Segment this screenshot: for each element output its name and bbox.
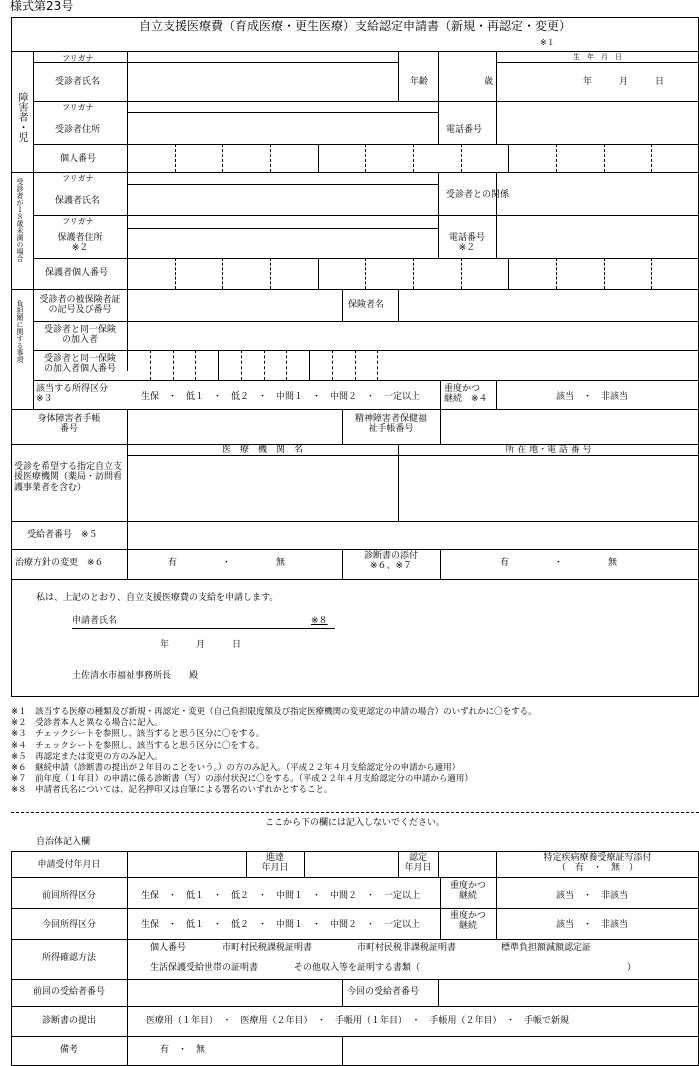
- prev-severe-label: 重度かつ 継続: [449, 881, 486, 902]
- note-item: ※６ 継続申請（診断書の提出が２年目のことをいう。）の方のみ記入。（平成２２年４月支給認定分の申請から適用）: [11, 763, 461, 774]
- remarks-options[interactable]: 有 ・ 無: [160, 1045, 206, 1055]
- guardian-mynumber-label: 保護者個人番号: [45, 268, 109, 278]
- addressee: 土佐清水市福祉事務所長 殿: [72, 671, 199, 681]
- same-insurance-mynumber-digit-divider: [332, 350, 333, 380]
- office-heading: 自治体記入欄: [36, 837, 91, 847]
- guardian-mynumber-digit-divider: [413, 258, 414, 289]
- income-category-options[interactable]: 生保 ・ 低１ ・ 低２ ・ 中間１ ・ 中間２ ・ 一定以上: [141, 392, 421, 402]
- same-insurance-label: 受診者と同一保険 の加入者: [43, 325, 116, 346]
- age-unit: 歳: [484, 77, 494, 87]
- note-item: ※５ 再認定または変更の方のみ記入。: [11, 751, 163, 762]
- patient-mynumber-digit-divider: [556, 144, 557, 172]
- form-number: 様式第23号: [10, 0, 74, 13]
- title-note: ※１: [540, 38, 555, 47]
- note-item: ※７ 前年度（１年目）の申請に係る診断書（写）の添付状況に〇をする。（平成２２年４月支給認定分の申請から適用）: [11, 774, 473, 785]
- insurer-label: 保険者名: [348, 300, 385, 310]
- guardian-mynumber-digit-divider: [318, 258, 319, 289]
- same-insurance-mynumber-digit-divider: [355, 350, 356, 380]
- application-date: 年 月 日: [160, 640, 242, 650]
- patient-mynumber-digit-divider: [651, 144, 652, 172]
- severe-continuous-options[interactable]: 該当 ・ 非該当: [556, 392, 629, 402]
- dob-label: 生 年 月 日: [573, 53, 622, 61]
- patient-mynumber-digit-divider: [270, 144, 271, 172]
- relation-label: 受診者との関係: [446, 190, 510, 200]
- prev-number-label: 前回の受給者番号: [32, 987, 105, 997]
- cur-severe-label: 重度かつ 継続: [449, 911, 486, 932]
- age-label: 年齢: [410, 77, 429, 87]
- application-statement: 私は、上記のとおり、自立支援医療費の支給を申請します。: [36, 593, 279, 603]
- treatment-change-options[interactable]: 有 ・ 無: [168, 558, 286, 568]
- note-item: ※１ 該当する医療の種類及び新規・再認定・変更（自己負担限度額及び指定医療機関の変更認定の申請の場合）のいずれかに〇をする。: [11, 707, 537, 717]
- patient-mynumber-digit-divider: [461, 144, 462, 172]
- guardian-mynumber-digit-divider: [508, 258, 509, 289]
- same-insurance-mynumber-digit-divider: [241, 350, 242, 380]
- institution-name-header: 医 療 機 関 名: [221, 445, 303, 455]
- guardian-mynumber-digit-divider: [175, 258, 176, 289]
- guardian-mynumber-digit-divider: [222, 258, 223, 289]
- method-label: 所得確認方法: [41, 953, 96, 963]
- prev-severe-options[interactable]: 該当 ・ 非該当: [556, 891, 629, 901]
- note-item: ※４ チェックシートを参照し、該当すると思う区分に〇をする。: [11, 740, 265, 751]
- cur-severe-options[interactable]: 該当 ・ 非該当: [556, 920, 629, 930]
- guardian-mynumber-digit-divider: [604, 258, 605, 289]
- method-options-2[interactable]: 生活保護受給世帯の証明書 その他収入等を証明する書類（ ）: [150, 963, 637, 973]
- burden-section-label: 負担額に関する事項: [16, 300, 24, 363]
- remarks-label: 備考: [59, 1045, 78, 1055]
- guardian-mynumber-digit-divider: [556, 258, 557, 289]
- guardian-name-label: 保護者氏名: [55, 196, 101, 206]
- received-date-label: 申請受付年月日: [37, 860, 101, 870]
- guardian-mynumber-digit-divider: [270, 258, 271, 289]
- guardian-phone-label: 電話番号 ※２: [448, 233, 485, 254]
- institution-label: 受診を希望する指定自立支援医療機関（薬局・訪問看護事業者を含む）: [14, 462, 123, 493]
- guardian-address-label: 保護者住所 ※２: [57, 233, 103, 254]
- patient-mynumber-digit-divider: [604, 144, 605, 172]
- same-insurance-mynumber-digit-divider: [173, 350, 174, 380]
- same-insurance-mynumber-digit-divider: [377, 350, 378, 380]
- form-title: 自立支援医療費（育成医療・更生医療）支給認定申請書（新規・再認定・変更）: [138, 19, 571, 33]
- this-number-label: 今回の受給者番号: [347, 987, 420, 997]
- patient-furigana-label: フリガナ: [62, 54, 94, 63]
- patient-section-label: 障害者・児: [16, 92, 27, 142]
- insurance-number-label: 受診者の被保険者証 の記号及び番号: [39, 295, 121, 316]
- patient-phone-label: 電話番号: [446, 125, 483, 135]
- guardian-address-furigana: フリガナ: [62, 217, 94, 226]
- note-item: ※３ チェックシートを参照し、該当すると思う区分に〇をする。: [11, 729, 265, 740]
- applicant-name-note: ※８: [311, 616, 328, 626]
- approved-date-label: 認定 年月日: [404, 853, 432, 874]
- cur-income-options[interactable]: 生保 ・ 低１ ・ 低２ ・ 中間１ ・ 中間２ ・ 一定以上: [141, 920, 421, 930]
- physical-handbook-label: 身体障害者手帳 番号: [37, 414, 101, 435]
- note-item: ※８ 申請者氏名については、記名押印又は自筆による署名のいずれかとすること。: [11, 785, 333, 796]
- method-options-1[interactable]: 個人番号 市町村民税課税証明書 市町村民税非課税証明書 標準負担額減額認定証: [150, 943, 592, 953]
- patient-mynumber-label: 個人番号: [60, 154, 97, 164]
- guardian-mynumber-digit-divider: [651, 258, 652, 289]
- same-insurance-mynumber-label: 受診者と同一保険 の加入者個人番号: [43, 354, 116, 375]
- diagnosis-submission-label: 診断書の提出: [41, 1016, 96, 1026]
- guardian-section-label: 受診者が１８歳未満の場合: [16, 178, 24, 262]
- note-item: ※２ 受診者本人と異なる場合に記入。: [11, 718, 163, 729]
- diagnosis-attached-options[interactable]: 有 ・ 無: [500, 558, 618, 568]
- cur-income-label: 今回所得区分: [41, 920, 96, 930]
- patient-mynumber-digit-divider: [508, 144, 509, 172]
- patient-mynumber-digit-divider: [222, 144, 223, 172]
- patient-mynumber-digit-divider: [318, 144, 319, 172]
- dob-value: 年 月 日: [583, 77, 665, 87]
- notes: [11, 707, 537, 797]
- patient-address-label: 受診者住所: [55, 125, 101, 135]
- patient-mynumber-digit-divider: [413, 144, 414, 172]
- diagnosis-attached-label: 診断書の添付 ※６、※７: [363, 551, 418, 572]
- guardian-mynumber-digit-divider: [365, 258, 366, 289]
- prev-income-label: 前回所得区分: [41, 891, 96, 901]
- transfer-date-label: 進達 年月日: [261, 853, 289, 874]
- diagnosis-submission-options[interactable]: 医療用（１年目） ・ 医療用（２年目） ・ 手帳用（１年目） ・ 手帳用（２年目） ・ 手帳で新規: [146, 1016, 570, 1026]
- mental-handbook-label: 精神障害者保健福 祉手帳番号: [354, 414, 427, 435]
- special-disease-label: 特定疾病療養受療証写添付 （ 有 ・ 無 ）: [543, 853, 652, 874]
- same-insurance-mynumber-digit-divider: [150, 350, 151, 380]
- same-insurance-mynumber-digit-divider: [195, 350, 196, 380]
- same-insurance-mynumber-digit-divider: [286, 350, 287, 380]
- income-category-label: 該当する所得区分 ※３: [36, 384, 109, 405]
- same-insurance-mynumber-digit-divider: [264, 350, 265, 380]
- patient-name-label: 受診者氏名: [55, 77, 101, 87]
- severe-continuous-label: 重度かつ 継続 ※４: [444, 384, 488, 405]
- same-insurance-mynumber-digit-divider: [309, 350, 310, 380]
- prev-income-options[interactable]: 生保 ・ 低１ ・ 低２ ・ 中間１ ・ 中間２ ・ 一定以上: [141, 891, 421, 901]
- guardian-furigana-label: フリガナ: [62, 174, 94, 183]
- recipient-number-label: 受給者番号 ※５: [27, 530, 98, 540]
- patient-mynumber-digit-divider: [175, 144, 176, 172]
- guardian-mynumber-digit-divider: [461, 258, 462, 289]
- patient-address-furigana: フリガナ: [62, 103, 94, 112]
- cutline-notice: ここから下の欄には記入しないでください。: [264, 818, 445, 828]
- same-insurance-mynumber-digit-divider: [218, 350, 219, 380]
- patient-mynumber-digit-divider: [365, 144, 366, 172]
- treatment-change-label: 治療方針の変更 ※６: [15, 558, 104, 568]
- applicant-name-label: 申請者氏名: [72, 616, 118, 626]
- institution-address-header: 所 在 地・電 話 番 号: [505, 445, 592, 455]
